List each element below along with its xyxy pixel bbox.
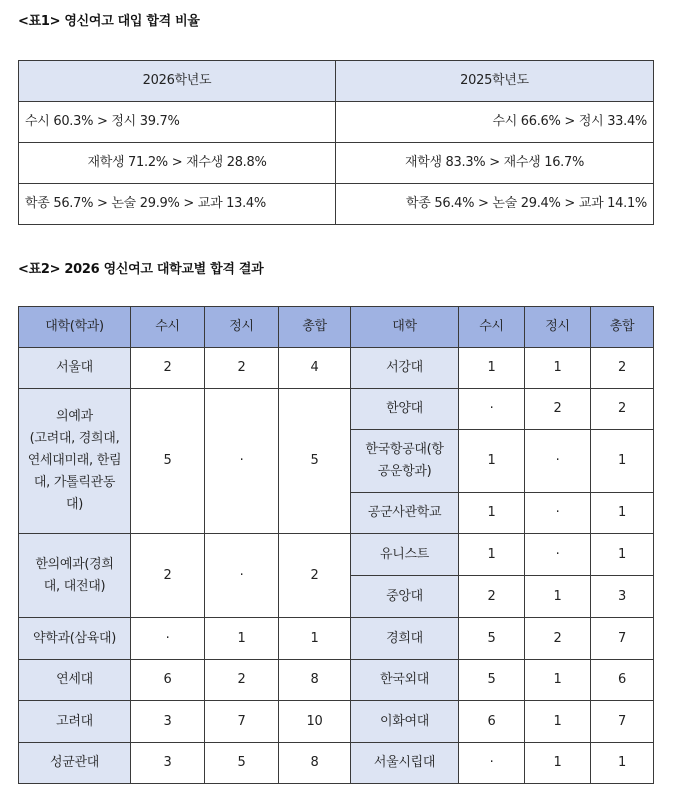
total-count: 7: [591, 701, 654, 743]
ratio-cell: 재학생 71.2% > 재수생 28.8%: [19, 143, 336, 184]
header-susi: 수시: [459, 307, 525, 348]
susi-count: 1: [459, 534, 525, 576]
table2-caption: <표2> 2026 영신여고 대학교별 합격 결과: [18, 262, 264, 277]
header-2026: 2026학년도: [19, 61, 336, 102]
jeongsi-count: ·: [205, 389, 279, 534]
susi-count: 3: [131, 743, 205, 784]
total-count: 1: [591, 743, 654, 784]
susi-count: 1: [459, 430, 525, 493]
total-count: 3: [591, 576, 654, 618]
university-name: 의예과 (고려대, 경희대, 연세대미래, 한림 대, 가톨릭관동 대): [19, 389, 131, 534]
university-name: 이화여대: [351, 701, 459, 743]
table-row: [19, 701, 654, 743]
total-count: 1: [591, 534, 654, 576]
total-count: 10: [279, 701, 351, 743]
jeongsi-count: 1: [525, 576, 591, 618]
ratio-cell: 학종 56.4% > 논술 29.4% > 교과 14.1%: [336, 184, 654, 225]
table-row: [19, 389, 654, 430]
university-name: 연세대: [19, 660, 131, 701]
jeongsi-count: 2: [525, 389, 591, 430]
admission-ratio-table: [18, 60, 654, 225]
susi-count: 6: [459, 701, 525, 743]
jeongsi-count: 1: [525, 660, 591, 701]
table-row: [19, 102, 654, 143]
total-count: 7: [591, 618, 654, 660]
university-name: 약학과(삼육대): [19, 618, 131, 660]
table-header-row: [19, 307, 654, 348]
jeongsi-count: 2: [205, 660, 279, 701]
jeongsi-count: 1: [525, 348, 591, 389]
table1-caption: <표1> 영신여고 대입 합격 비율: [18, 14, 200, 29]
table-header-row: [19, 61, 654, 102]
jeongsi-count: ·: [525, 493, 591, 534]
header-total: 총합: [591, 307, 654, 348]
susi-count: ·: [459, 743, 525, 784]
header-susi: 수시: [131, 307, 205, 348]
header-university-major: 대학(학과): [19, 307, 131, 348]
jeongsi-count: 2: [525, 618, 591, 660]
university-name: 한양대: [351, 389, 459, 430]
jeongsi-count: 2: [205, 348, 279, 389]
table-row: [19, 743, 654, 784]
total-count: 1: [279, 618, 351, 660]
susi-count: 5: [459, 618, 525, 660]
university-name: 서울대: [19, 348, 131, 389]
university-name: 서강대: [351, 348, 459, 389]
jeongsi-count: 1: [525, 743, 591, 784]
university-name: 한국항공대(항 공운항과): [351, 430, 459, 493]
header-jeongsi: 정시: [205, 307, 279, 348]
susi-count: ·: [459, 389, 525, 430]
table-row: [19, 534, 654, 576]
table-row: [19, 143, 654, 184]
jeongsi-count: 5: [205, 743, 279, 784]
jeongsi-count: ·: [205, 534, 279, 618]
susi-count: 5: [459, 660, 525, 701]
university-name: 서울시립대: [351, 743, 459, 784]
jeongsi-count: ·: [525, 534, 591, 576]
university-name: 성균관대: [19, 743, 131, 784]
susi-count: 2: [459, 576, 525, 618]
total-count: 1: [591, 493, 654, 534]
ratio-cell: 학종 56.7% > 논술 29.9% > 교과 13.4%: [19, 184, 336, 225]
ratio-cell: 수시 66.6% > 정시 33.4%: [336, 102, 654, 143]
table-row: [19, 184, 654, 225]
susi-count: ·: [131, 618, 205, 660]
jeongsi-count: 1: [525, 701, 591, 743]
header-university: 대학: [351, 307, 459, 348]
total-count: 2: [591, 389, 654, 430]
total-count: 4: [279, 348, 351, 389]
susi-count: 1: [459, 348, 525, 389]
jeongsi-count: 7: [205, 701, 279, 743]
university-name: 한국외대: [351, 660, 459, 701]
susi-count: 2: [131, 348, 205, 389]
total-count: 8: [279, 743, 351, 784]
total-count: 8: [279, 660, 351, 701]
jeongsi-count: ·: [525, 430, 591, 493]
susi-count: 5: [131, 389, 205, 534]
total-count: 5: [279, 389, 351, 534]
university-results-table: [18, 306, 654, 784]
university-name: 유니스트: [351, 534, 459, 576]
header-jeongsi: 정시: [525, 307, 591, 348]
table-row: [19, 660, 654, 701]
total-count: 2: [279, 534, 351, 618]
susi-count: 1: [459, 493, 525, 534]
university-name: 한의예과(경희 대, 대전대): [19, 534, 131, 618]
total-count: 2: [591, 348, 654, 389]
university-name: 공군사관학교: [351, 493, 459, 534]
ratio-cell: 수시 60.3% > 정시 39.7%: [19, 102, 336, 143]
susi-count: 2: [131, 534, 205, 618]
jeongsi-count: 1: [205, 618, 279, 660]
university-name: 중앙대: [351, 576, 459, 618]
university-name: 경희대: [351, 618, 459, 660]
table-row: [19, 348, 654, 389]
susi-count: 3: [131, 701, 205, 743]
header-2025: 2025학년도: [336, 61, 654, 102]
header-total: 총합: [279, 307, 351, 348]
total-count: 6: [591, 660, 654, 701]
susi-count: 6: [131, 660, 205, 701]
ratio-cell: 재학생 83.3% > 재수생 16.7%: [336, 143, 654, 184]
total-count: 1: [591, 430, 654, 493]
university-name: 고려대: [19, 701, 131, 743]
table-row: [19, 618, 654, 660]
